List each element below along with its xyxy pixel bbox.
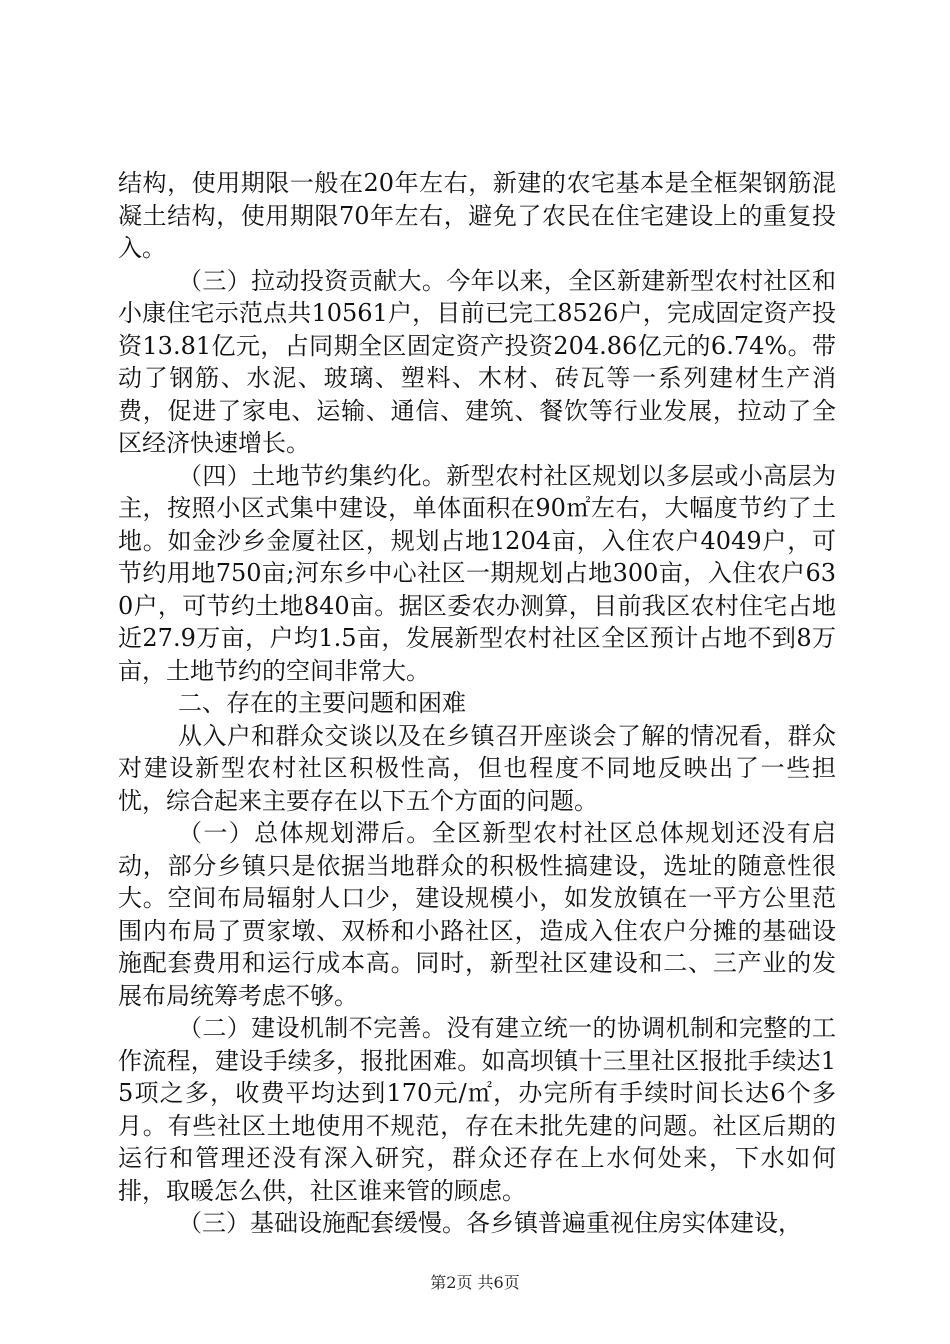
paragraph-investment: （三）拉动投资贡献大。今年以来，全区新建新型农村社区和小康住宅示范点共10561户，目前已完工8526户，完成固定资产投资13.81亿元，占同期全区固定资产投资204.86亿元的6.74%。带动了钢筋、水泥、玻璃、塑料、木材、砖瓦等一系列建材生产消费，促进了家电、运输、通信、建筑、餐饮等行业发展，拉动了全区经济快速增长。 (118, 266, 836, 457)
paragraph-survey-intro: 从入户和群众交谈以及在乡镇召开座谈会了解的情况看，群众对建设新型农村社区积极性高，但也程度不同地反映出了一些担忧，综合起来主要存在以下五个方面的问题。 (118, 721, 836, 815)
page-number-footer: 第2页 共6页 (430, 1273, 520, 1292)
paragraph-mechanism: （二）建设机制不完善。没有建立统一的协调机制和完整的工作流程，建设手续多，报批困难。如高坝镇十三里社区报批手续达15项之多，收费平均达到170元/㎡，办完所有手续时间长达6个多月。有些社区土地使用不规范，存在未批先建的问题。社区后期的运行和管理还没有深入研究，群众还存在上水何处来，下水如何排，取暖怎么供，社区谁来管的顾虑。 (118, 1014, 836, 1205)
paragraph-infrastructure: （三）基础设施配套缓慢。各乡镇普遍重视住房实体建设， (178, 1209, 802, 1237)
paragraph-continuation: 结构，使用期限一般在20年左右，新建的农宅基本是全框架钢筋混凝土结构，使用期限70年左右，避免了农民在住宅建设上的重复投入。 (118, 169, 836, 262)
paragraph-planning: （一）总体规划滞后。全区新型农村社区总体规划还没有启动，部分乡镇只是依据当地群众的积极性搞建设，选址的随意性很大。空间布局辐射人口少，建设规模小，如发放镇在一平方公里范围内布局了贾家墩、双桥和小路社区，造成入住农户分摊的基础设施配套费用和运行成本高。同时，新型社区建设和二、三产业的发展布局统筹考虑不够。 (118, 819, 836, 1010)
document-body (118, 167, 836, 1240)
paragraph-land-saving: （四）土地节约集约化。新型农村社区规划以多层或小高层为主，按照小区式集中建设，单体面积在90㎡左右，大幅度节约了土地。如金沙乡金厦社区，规划占地1204亩，入住农户4049户，可节约用地750亩;河东乡中心社区一期规划占地300亩，入住农户630户，可节约土地840亩。据区委农办测算，目前我区农村住宅占地近27.9万亩，户均1.5亩，发展新型农村社区全区预计占地不到8万亩，土地节约的空间非常大。 (118, 461, 836, 685)
section-heading-problems: 二、存在的主要问题和困难 (178, 689, 466, 717)
